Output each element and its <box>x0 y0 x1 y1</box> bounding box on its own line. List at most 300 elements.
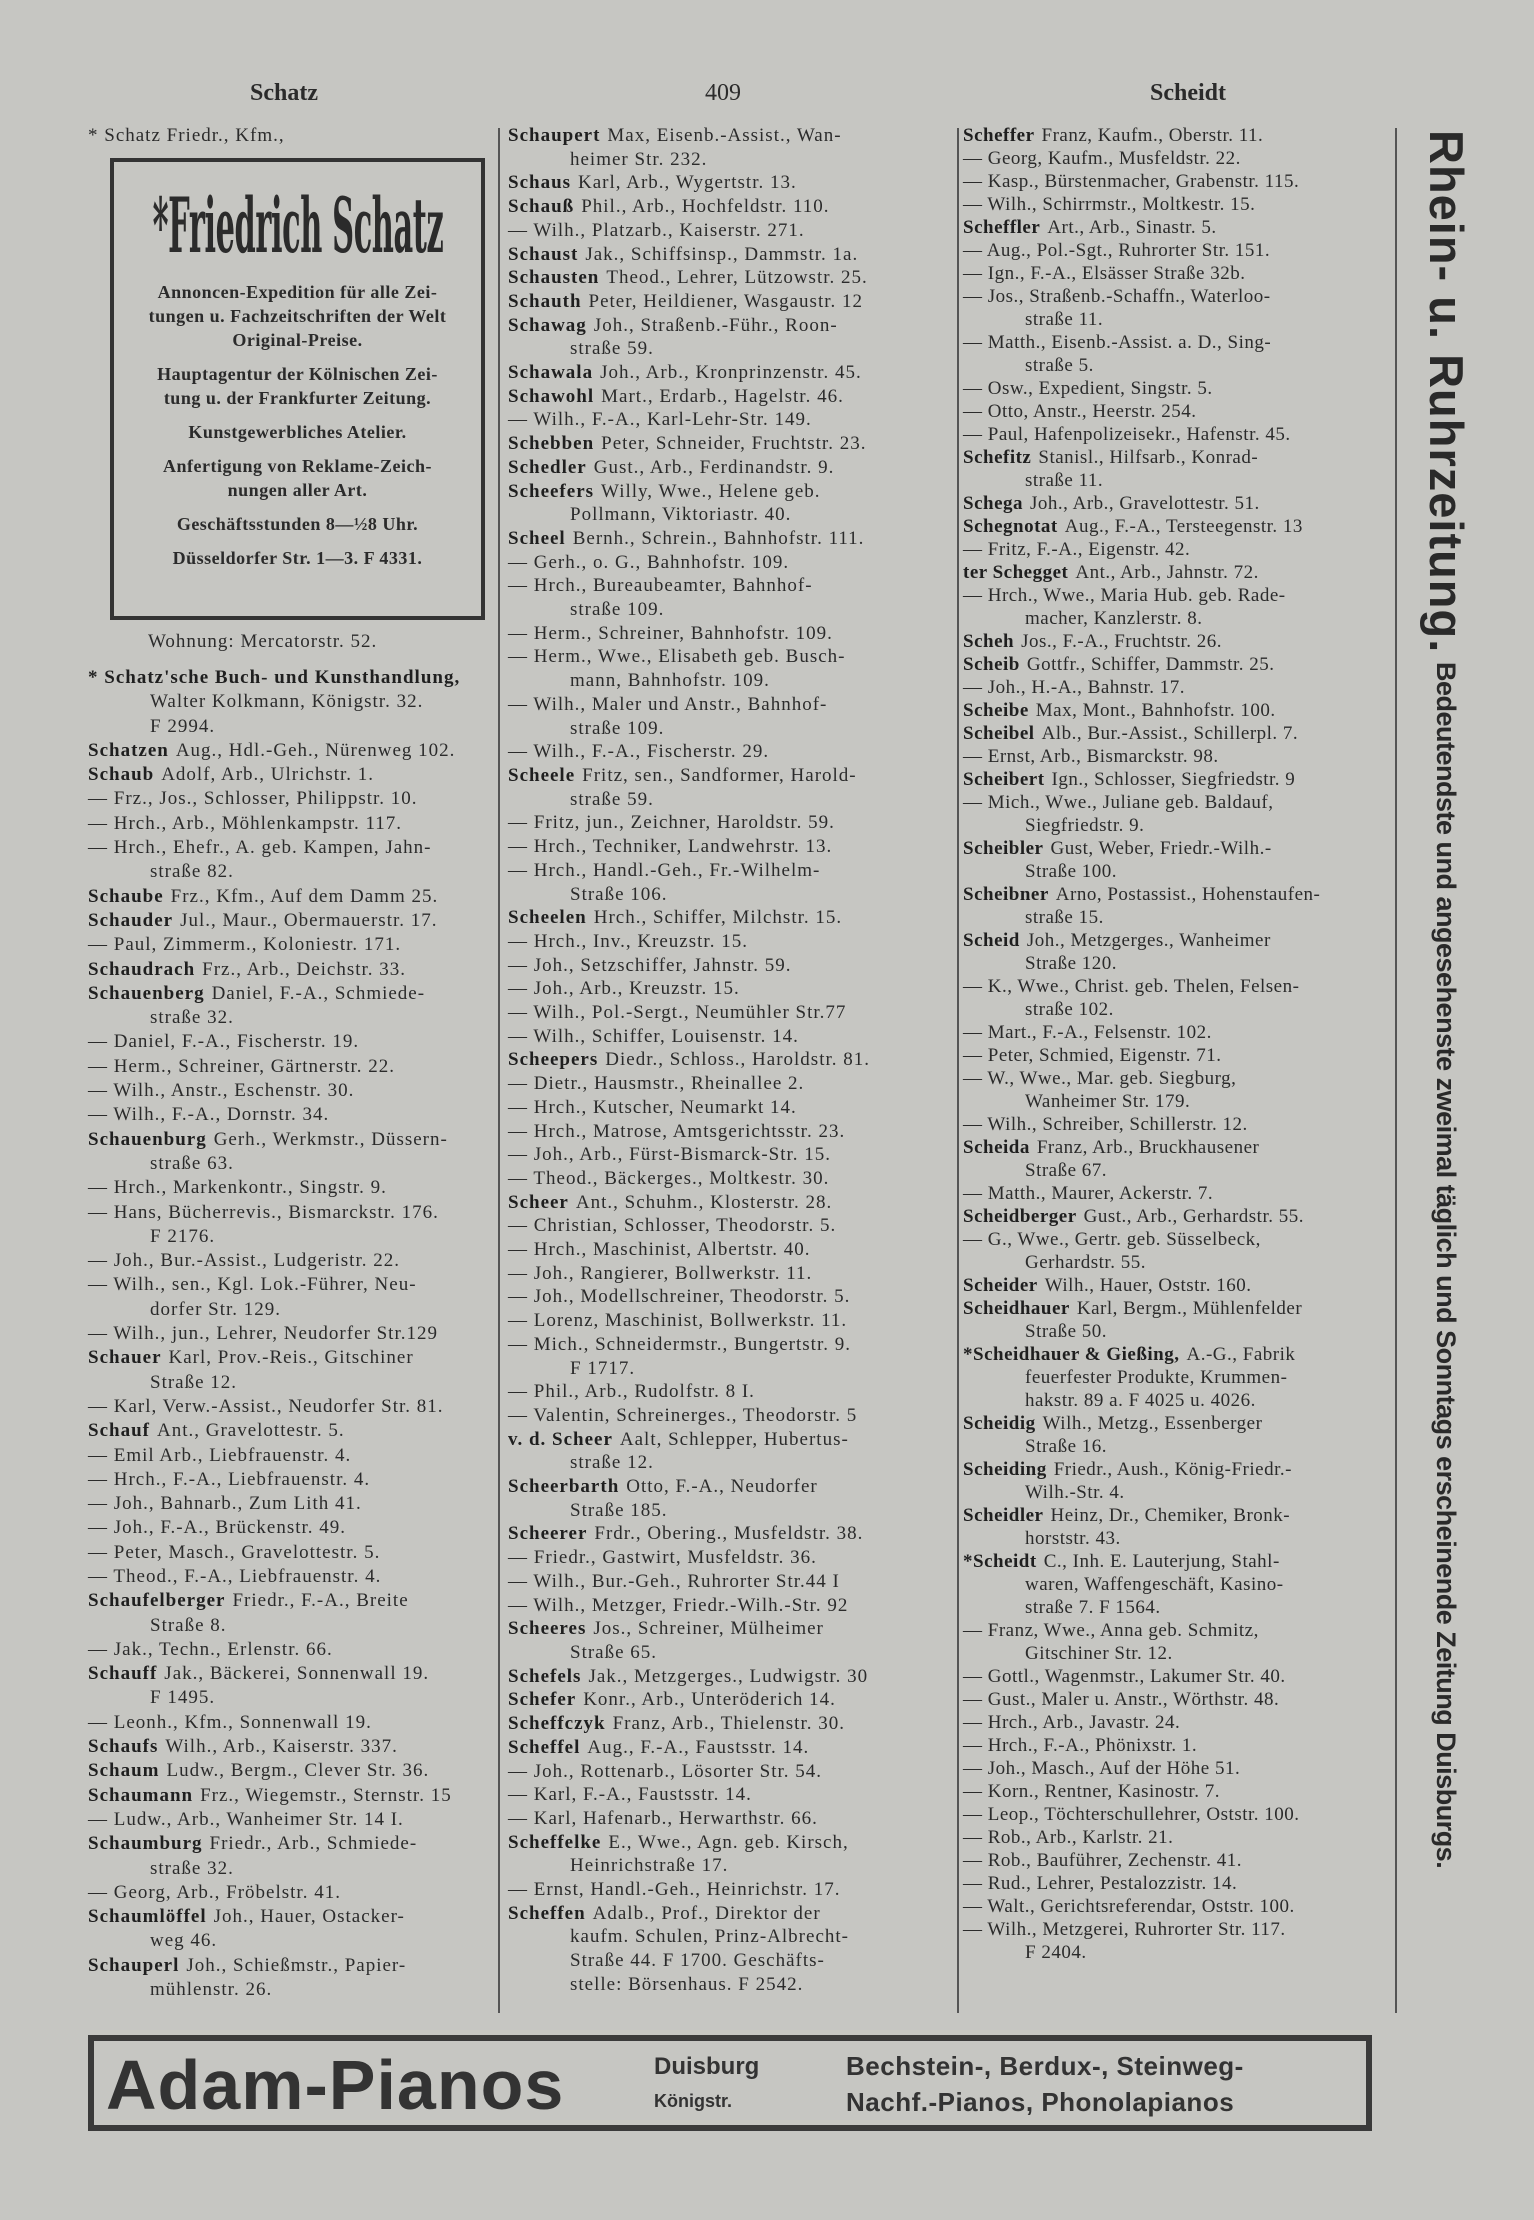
advertisement-adam-pianos <box>88 2035 1372 2131</box>
directory-entry <box>508 1048 954 1072</box>
entry-text: — Gerh., o. G., Bahnhofstr. 109. <box>508 551 790 573</box>
entry-text: Stanisl., Hilfsarb., Konrad- <box>1038 447 1259 468</box>
directory-sub-entry <box>963 791 1391 814</box>
entry-surname: Schega <box>963 493 1023 514</box>
side-band-rule <box>1395 128 1397 2013</box>
entry-text: Ludw., Bergm., Clever Str. 36. <box>166 1760 430 1782</box>
entry-text: macher, Kanzlerstr. 8. <box>1025 608 1203 629</box>
entry-text: Gerh., Werkmstr., Düssern- <box>213 1128 448 1150</box>
entry-surname: Schatzen <box>88 739 169 761</box>
entry-text: — Hrch., F.-A., Liebfrauenstr. 4. <box>88 1468 371 1490</box>
entry-continuation <box>88 1371 493 1395</box>
entry-continuation <box>963 469 1391 492</box>
directory-entry <box>508 456 954 480</box>
entry-text: — Hrch., F.-A., Phönixstr. 1. <box>963 1735 1198 1756</box>
directory-sub-entry <box>508 1001 954 1025</box>
entry-text: — Otto, Anstr., Heerstr. 254. <box>963 401 1197 422</box>
directory-entry <box>88 739 493 763</box>
directory-sub-entry <box>963 400 1391 423</box>
entry-continuation <box>963 1941 1391 1964</box>
directory-entry <box>508 1688 954 1712</box>
column-divider <box>498 128 500 2013</box>
entry-text: — Mich., Wwe., Juliane geb. Baldauf, <box>963 792 1274 813</box>
entry-surname: Schaufelberger <box>88 1590 226 1612</box>
entry-surname: Scheffczyk <box>508 1713 606 1735</box>
ad-text-line: Hauptagentur der Kölnischen Zei- <box>157 364 438 384</box>
entry-text: Wilh., Arb., Kaiserstr. 337. <box>165 1736 398 1758</box>
entry-surname: Schaupert <box>508 125 601 146</box>
entry-continuation <box>508 1499 954 1523</box>
directory-entry <box>88 1784 493 1808</box>
entry-text: Diedr., Schloss., Haroldstr. 81. <box>605 1049 871 1071</box>
entry-text: Max, Eisenb.-Assist., Wan- <box>607 125 842 146</box>
entry-text: Daniel, F.-A., Schmiede- <box>211 982 426 1004</box>
directory-sub-entry <box>88 1395 493 1419</box>
entry-continuation <box>508 883 954 907</box>
directory-sub-entry <box>508 930 954 954</box>
entry-surname: Scheibel <box>963 723 1035 744</box>
entry-text: straße 59. <box>570 338 654 360</box>
entry-text: — Georg, Kaufm., Musfeldstr. 22. <box>963 148 1241 169</box>
side-band-advertisement <box>1404 130 1474 2070</box>
entry-text: — Wilh., Platzarb., Kaiserstr. 271. <box>508 219 805 241</box>
directory-sub-entry <box>963 1826 1391 1849</box>
entry-surname: Schaumann <box>88 1784 194 1806</box>
entry-text: Heinz, Dr., Chemiker, Bronk- <box>1050 1505 1291 1526</box>
entry-continuation <box>963 1481 1391 1504</box>
entry-surname: Scheffen <box>508 1902 586 1924</box>
directory-sub-entry <box>88 1492 493 1516</box>
entry-text: Jos., Schreiner, Mülheimer <box>593 1618 824 1640</box>
entry-continuation <box>963 1596 1391 1619</box>
directory-entry <box>88 885 493 909</box>
entry-text: Hrch., Schiffer, Milchstr. 15. <box>593 907 843 929</box>
directory-sub-entry <box>963 1619 1391 1642</box>
entry-text: dorfer Str. 129. <box>150 1298 282 1320</box>
directory-sub-entry <box>88 836 493 860</box>
entry-text: F 1495. <box>150 1687 216 1709</box>
entry-continuation <box>963 1435 1391 1458</box>
directory-sub-entry <box>963 676 1391 699</box>
entry-text: Frz., Arb., Deichstr. 33. <box>202 958 407 980</box>
entry-text: Gerhardstr. 55. <box>1025 1252 1146 1273</box>
directory-sub-entry <box>963 1849 1391 1872</box>
entry-text: Straße 100. <box>1025 861 1118 882</box>
entry-text: — Wilh., Anstr., Eschenstr. 30. <box>88 1080 355 1102</box>
entry-text: — Peter, Masch., Gravelottestr. 5. <box>88 1541 381 1563</box>
entry-text: — Emil Arb., Liebfrauenstr. 4. <box>88 1444 352 1466</box>
directory-sub-entry <box>508 1120 954 1144</box>
entry-surname: Scheider <box>963 1275 1038 1296</box>
directory-sub-entry <box>508 1594 954 1618</box>
entry-text: E., Wwe., Agn. geb. Kirsch, <box>608 1831 849 1853</box>
entry-surname: Scheibner <box>963 884 1049 905</box>
entry-continuation <box>508 148 954 172</box>
directory-sub-entry <box>88 1079 493 1103</box>
entry-text: — Rob., Arb., Karlstr. 21. <box>963 1827 1174 1848</box>
ad-street: Königstr. <box>654 2091 733 2111</box>
directory-sub-entry <box>963 538 1391 561</box>
entry-text: Straße 12. <box>150 1371 238 1393</box>
entry-text: — Gottl., Wagenmstr., Lakumer Str. 40. <box>963 1666 1286 1687</box>
entry-continuation <box>88 860 493 884</box>
entry-continuation <box>88 1857 493 1881</box>
entry-surname: Schaumlöffel <box>88 1906 207 1928</box>
directory-entry <box>508 195 954 219</box>
entry-continuation <box>963 1527 1391 1550</box>
entry-continuation <box>88 1006 493 1030</box>
entry-text: F 2176. <box>150 1225 216 1247</box>
entry-text: — Ernst, Handl.-Geh., Heinrichstr. 17. <box>508 1879 841 1901</box>
entry-surname: Schefer <box>508 1689 577 1711</box>
entry-text: feuerfester Produkte, Krummen- <box>1025 1367 1288 1388</box>
ad-brands-line2: Nachf.-Pianos, Phonolapianos <box>846 2087 1235 2117</box>
ad-text <box>114 280 481 570</box>
entry-continuation <box>963 814 1391 837</box>
entry-text: weg 46. <box>150 1930 218 1952</box>
entry-surname: ter Schegget <box>963 562 1069 583</box>
directory-sub-entry <box>88 1201 493 1225</box>
entry-text: — Theod., F.-A., Liebfrauenstr. 4. <box>88 1565 382 1587</box>
directory-entry <box>963 515 1391 538</box>
directory-entry <box>88 1735 493 1759</box>
directory-sub-entry <box>88 1808 493 1832</box>
entry-text: — Joh., Rottenarb., Lösorter Str. 54. <box>508 1760 823 1782</box>
ad-text-line: Anfertigung von Reklame-Zeich- <box>163 456 432 476</box>
entry-surname: Scheid <box>963 930 1020 951</box>
entry-surname: Schausten <box>508 267 600 289</box>
entry-text: Straße 65. <box>570 1642 658 1663</box>
entry-text: — Wilh., Metzgerei, Ruhrorter Str. 117. <box>963 1919 1286 1940</box>
entry-text: — Joh., Bahnarb., Zum Lith 41. <box>88 1493 362 1515</box>
ad-text-line: Düsseldorfer Str. 1—3. F 4331. <box>172 548 423 568</box>
entry-text: mann, Bahnhofstr. 109. <box>570 670 770 692</box>
entry-text: Straße 50. <box>1025 1321 1108 1342</box>
entry-text: — Hrch., Ehefr., A. geb. Kampen, Jahn- <box>88 837 432 859</box>
entry-text: Fritz, sen., Sandformer, Harold- <box>582 764 857 786</box>
entry-surname: Scheepers <box>508 1049 599 1071</box>
entry-text: Frz., Wiegemstr., Sternstr. 15 <box>200 1784 452 1806</box>
directory-entry <box>963 1205 1391 1228</box>
entry-text: — Korn., Rentner, Kasinostr. 7. <box>963 1781 1220 1802</box>
entry-text: — Matth., Maurer, Ackerstr. 7. <box>963 1183 1214 1204</box>
directory-sub-entry <box>88 1176 493 1200</box>
entry-text: Konr., Arb., Unteröderich 14. <box>583 1689 836 1711</box>
advertisement-friedrich-schatz <box>110 158 485 620</box>
entry-text: Pollmann, Viktoriastr. 40. <box>570 504 792 526</box>
entry-continuation <box>963 607 1391 630</box>
side-band-title: Rhein- u. Ruhrzeitung. <box>1420 130 1473 654</box>
entry-text: — Christian, Schlosser, Theodorstr. 5. <box>508 1215 837 1237</box>
entry-surname: v. d. Scheer <box>508 1428 613 1450</box>
entry-text: Siegfriedstr. 9. <box>1025 815 1145 836</box>
directory-entry <box>508 124 954 148</box>
entry-text: — Jos., Straßenb.-Schaffn., Waterloo- <box>963 286 1271 307</box>
entry-continuation <box>963 1251 1391 1274</box>
directory-entry <box>508 1617 954 1641</box>
entry-text: — Wilh., sen., Kgl. Lok.-Führer, Neu- <box>88 1274 417 1296</box>
entry-surname: Schaufs <box>88 1736 159 1758</box>
entry-text: Bernh., Schrein., Bahnhofstr. 111. <box>572 527 865 549</box>
entry-text: Jak., Bäckerei, Sonnenwall 19. <box>164 1663 430 1685</box>
entry-surname: Scheib <box>963 654 1020 675</box>
entry-text: Wilh., Hauer, Oststr. 160. <box>1044 1275 1252 1296</box>
entry-surname: Scheibler <box>963 838 1044 859</box>
entry-text: — Hans, Bücherrevis., Bismarckstr. 176. <box>88 1201 439 1223</box>
entry-surname: Schaum <box>88 1760 160 1782</box>
directory-entry <box>508 1831 954 1855</box>
entry-surname: Scheerer <box>508 1523 588 1545</box>
entry-text: straße 109. <box>570 599 665 621</box>
entry-continuation <box>508 1925 954 1949</box>
entry-text: — Leonh., Kfm., Sonnenwall 19. <box>88 1711 372 1733</box>
directory-sub-entry <box>508 1333 954 1357</box>
entry-continuation <box>963 354 1391 377</box>
entry-text: — Franz, Wwe., Anna geb. Schmitz, <box>963 1620 1259 1641</box>
directory-sub-entry <box>963 1228 1391 1251</box>
directory-sub-entry <box>508 811 954 835</box>
entry-text: Heinrichstraße 17. <box>570 1855 729 1877</box>
entry-text: — Joh., F.-A., Brückenstr. 49. <box>88 1517 347 1539</box>
directory-sub-entry <box>963 1872 1391 1895</box>
entry-continuation <box>508 1451 954 1475</box>
ad-spacer <box>114 410 481 420</box>
entry-surname: Schauf <box>88 1420 150 1442</box>
directory-entry <box>963 492 1391 515</box>
entry-text: Phil., Arb., Hochfeldstr. 110. <box>581 196 830 218</box>
ad-spacer <box>114 536 481 546</box>
entry-text: Franz, Kaufm., Oberstr. 11. <box>1041 125 1264 146</box>
entry-text: — Georg, Arb., Fröbelstr. 41. <box>88 1881 341 1903</box>
directory-entry <box>508 171 954 195</box>
entry-text: waren, Waffengeschäft, Kasino- <box>1025 1574 1284 1595</box>
directory-sub-entry <box>963 285 1391 308</box>
entry-text: Joh., Arb., Gravelottestr. 51. <box>1030 493 1260 514</box>
entry-continuation <box>508 788 954 812</box>
entry-text: Alb., Bur.-Assist., Schillerpl. 7. <box>1041 723 1299 744</box>
directory-column-left-entries <box>88 666 493 2002</box>
entry-continuation <box>963 860 1391 883</box>
entry-text: Peter, Heildiener, Wasgaustr. 12 <box>588 290 864 312</box>
entry-surname: Scheffler <box>963 217 1041 238</box>
directory-sub-entry <box>963 1780 1391 1803</box>
entry-text: Max, Mont., Bahnhofstr. 100. <box>1035 700 1276 721</box>
directory-sub-entry <box>88 1249 493 1273</box>
entry-surname: Scheel <box>508 527 566 549</box>
directory-sub-entry <box>963 1182 1391 1205</box>
entry-text: straße 7. F 1564. <box>1025 1597 1161 1618</box>
entry-continuation <box>508 503 954 527</box>
directory-entry <box>508 1475 954 1499</box>
entry-text: Ant., Schuhm., Klosterstr. 28. <box>575 1191 833 1213</box>
directory-sub-entry <box>88 1565 493 1589</box>
entry-text: Joh., Hauer, Ostacker- <box>213 1906 405 1928</box>
directory-entry <box>963 1297 1391 1320</box>
directory-sub-entry <box>508 693 954 717</box>
entry-surname: Schauer <box>88 1347 162 1369</box>
directory-entry <box>963 1504 1391 1527</box>
directory-sub-entry <box>88 1711 493 1735</box>
entry-text: F 1717. <box>570 1357 636 1379</box>
directory-sub-entry <box>508 1025 954 1049</box>
directory-sub-entry <box>508 622 954 646</box>
directory-sub-entry <box>508 1096 954 1120</box>
directory-sub-entry <box>88 1055 493 1079</box>
entry-text: Straße 185. <box>570 1499 668 1521</box>
directory-entry <box>963 768 1391 791</box>
directory-sub-entry <box>88 1638 493 1662</box>
directory-entry <box>963 653 1391 676</box>
directory-entry <box>508 361 954 385</box>
directory-entry: * Schatz Friedr., Kfm., <box>88 125 285 146</box>
entry-text: stelle: Börsenhaus. F 2542. <box>570 1973 804 1995</box>
entry-surname: Scheelen <box>508 907 587 929</box>
directory-sub-entry <box>963 239 1391 262</box>
entry-text: Straße 8. <box>150 1614 227 1636</box>
entry-continuation <box>963 1320 1391 1343</box>
entry-text: — Wilh., F.-A., Fischerstr. 29. <box>508 741 770 763</box>
entry-text: — Wilh., Schreiber, Schillerstr. 12. <box>963 1114 1248 1135</box>
directory-entry <box>508 906 954 930</box>
directory-entry <box>88 1346 493 1370</box>
directory-sub-entry <box>88 1444 493 1468</box>
entry-surname: Schawohl <box>508 385 595 407</box>
entry-text: — Daniel, F.-A., Fischerstr. 19. <box>88 1031 360 1053</box>
entry-text: Karl, Bergm., Mühlenfelder <box>1076 1298 1303 1319</box>
directory-entry <box>508 1428 954 1452</box>
entry-continuation <box>963 1642 1391 1665</box>
entry-text: — Wilh., Maler und Anstr., Bahnhof- <box>508 693 828 715</box>
ad-city: Duisburg <box>654 2053 760 2080</box>
entry-continuation <box>963 1159 1391 1182</box>
entry-surname: Schawag <box>508 314 587 336</box>
directory-entry <box>508 1736 954 1760</box>
entry-continuation <box>88 1298 493 1322</box>
entry-surname: Scheele <box>508 764 576 786</box>
directory-sub-entry <box>508 1760 954 1784</box>
directory-entry <box>508 1665 954 1689</box>
entry-text: — Aug., Pol.-Sgt., Ruhrorter Str. 151. <box>963 240 1271 261</box>
entry-text: Otto, F.-A., Neudorfer <box>626 1476 818 1498</box>
entry-text: — Joh., Modellschreiner, Theodorstr. 5. <box>508 1286 851 1308</box>
directory-sub-entry <box>88 933 493 957</box>
directory-sub-entry <box>963 1021 1391 1044</box>
entry-text: Willy, Wwe., Helene geb. <box>601 480 821 502</box>
entry-text: Joh., Schießmstr., Papier- <box>186 1954 407 1976</box>
directory-sub-entry <box>88 1541 493 1565</box>
entry-text: Frz., Kfm., Auf dem Damm 25. <box>170 885 439 907</box>
entry-continuation <box>88 1978 493 2002</box>
entry-continuation <box>963 952 1391 975</box>
entry-continuation <box>963 1573 1391 1596</box>
entry-text: — Hrch., Wwe., Maria Hub. geb. Rade- <box>963 585 1286 606</box>
entry-text: Friedr., F.-A., Breite <box>232 1590 409 1612</box>
entry-text: — Wilh., jun., Lehrer, Neudorfer Str.129 <box>88 1323 438 1345</box>
entry-text: heimer Str. 232. <box>570 148 708 170</box>
directory-sub-entry <box>508 219 954 243</box>
entry-continuation <box>88 1225 493 1249</box>
directory-entry <box>508 527 954 551</box>
entry-text: — Joh., Rangierer, Bollwerkstr. 11. <box>508 1262 813 1284</box>
entry-text: — Kasp., Bürstenmacher, Grabenstr. 115. <box>963 171 1300 192</box>
entry-text: — Joh., Setzschiffer, Jahnstr. 59. <box>508 954 792 976</box>
directory-sub-entry <box>508 977 954 1001</box>
entry-text: — Gust., Maler u. Anstr., Wörthstr. 48. <box>963 1689 1280 1710</box>
directory-sub-entry <box>508 859 954 883</box>
directory-sub-entry <box>963 1895 1391 1918</box>
entry-text: — Mich., Schneidermstr., Bungertstr. 9. <box>508 1333 851 1355</box>
directory-entry <box>88 1589 493 1613</box>
entry-text: — Fritz, jun., Zeichner, Haroldstr. 59. <box>508 812 835 834</box>
directory-sub-entry <box>508 1214 954 1238</box>
entry-text: — Theod., Bäckerges., Moltkestr. 30. <box>508 1167 830 1189</box>
directory-sub-entry <box>88 1516 493 1540</box>
entry-text: Jul., Maur., Obermauerstr. 17. <box>180 909 438 931</box>
entry-surname: Schauperl <box>88 1954 180 1976</box>
directory-sub-entry <box>963 1665 1391 1688</box>
entry-surname: Schegnotat <box>963 516 1058 537</box>
entry-text: — Rud., Lehrer, Pestalozzistr. 14. <box>963 1873 1238 1894</box>
entry-text: — Mart., F.-A., Felsenstr. 102. <box>963 1022 1212 1043</box>
column-divider <box>957 128 959 2013</box>
entry-text: — Ludw., Arb., Wanheimer Str. 14 I. <box>88 1808 404 1830</box>
entry-text: straße 59. <box>570 788 654 810</box>
entry-text: — Karl, Verw.-Assist., Neudorfer Str. 81. <box>88 1395 444 1417</box>
entry-text: straße 12. <box>570 1452 654 1474</box>
directory-entry <box>88 958 493 982</box>
entry-text: — Hrch., Bureaubeamter, Bahnhof- <box>508 575 813 597</box>
ad-text-line: tungen u. Fachzeitschriften der Welt <box>148 306 447 326</box>
directory-sub-entry <box>963 147 1391 170</box>
running-head-left: Schatz <box>250 80 318 106</box>
entry-continuation <box>508 1357 954 1381</box>
ad-title-area <box>114 181 481 270</box>
directory-entry <box>963 216 1391 239</box>
entry-text: — Joh., H.-A., Bahnstr. 17. <box>963 677 1185 698</box>
directory-entry <box>508 385 954 409</box>
directory-sub-entry <box>508 574 954 598</box>
directory-sub-entry <box>963 193 1391 216</box>
page-number: 409 <box>705 80 741 106</box>
entry-surname: Schaudrach <box>88 958 196 980</box>
entry-text: Karl, Prov.-Reis., Gitschiner <box>168 1347 414 1369</box>
entry-text: Franz, Arb., Thielenstr. 30. <box>612 1713 845 1735</box>
entry-text: Gust., Arb., Gerhardstr. 55. <box>1083 1206 1304 1227</box>
directory-entry <box>88 909 493 933</box>
entry-text: — Joh., Bur.-Assist., Ludgeristr. 22. <box>88 1250 400 1272</box>
directory-entry <box>963 561 1391 584</box>
entry-surname: Scheiding <box>963 1459 1047 1480</box>
entry-continuation <box>963 1389 1391 1412</box>
entry-text: — Rob., Bauführer, Zechenstr. 41. <box>963 1850 1243 1871</box>
entry-surname: Scheefers <box>508 480 595 502</box>
entry-text: Gust, Weber, Friedr.-Wilh.- <box>1050 838 1272 859</box>
directory-sub-entry <box>508 1807 954 1831</box>
entry-text: — Matth., Eisenb.-Assist. a. D., Sing- <box>963 332 1272 353</box>
directory-entry <box>508 243 954 267</box>
entry-text: — Walt., Gerichtsreferendar, Oststr. 100. <box>963 1896 1295 1917</box>
entry-text: Wilh.-Str. 4. <box>1025 1482 1125 1503</box>
directory-entry <box>88 1128 493 1152</box>
entry-surname: Schaube <box>88 885 164 907</box>
entry-surname: Scheibert <box>963 769 1045 790</box>
ad-text-line: tung u. der Frankfurter Zeitung. <box>163 388 432 408</box>
entry-continuation <box>88 715 493 739</box>
entry-text: Jak., Schiffsinsp., Dammstr. 1a. <box>585 243 859 265</box>
entry-surname: Scheer <box>508 1191 569 1213</box>
directory-sub-entry <box>963 262 1391 285</box>
entry-text: Gottfr., Schiffer, Dammstr. 25. <box>1026 654 1275 675</box>
